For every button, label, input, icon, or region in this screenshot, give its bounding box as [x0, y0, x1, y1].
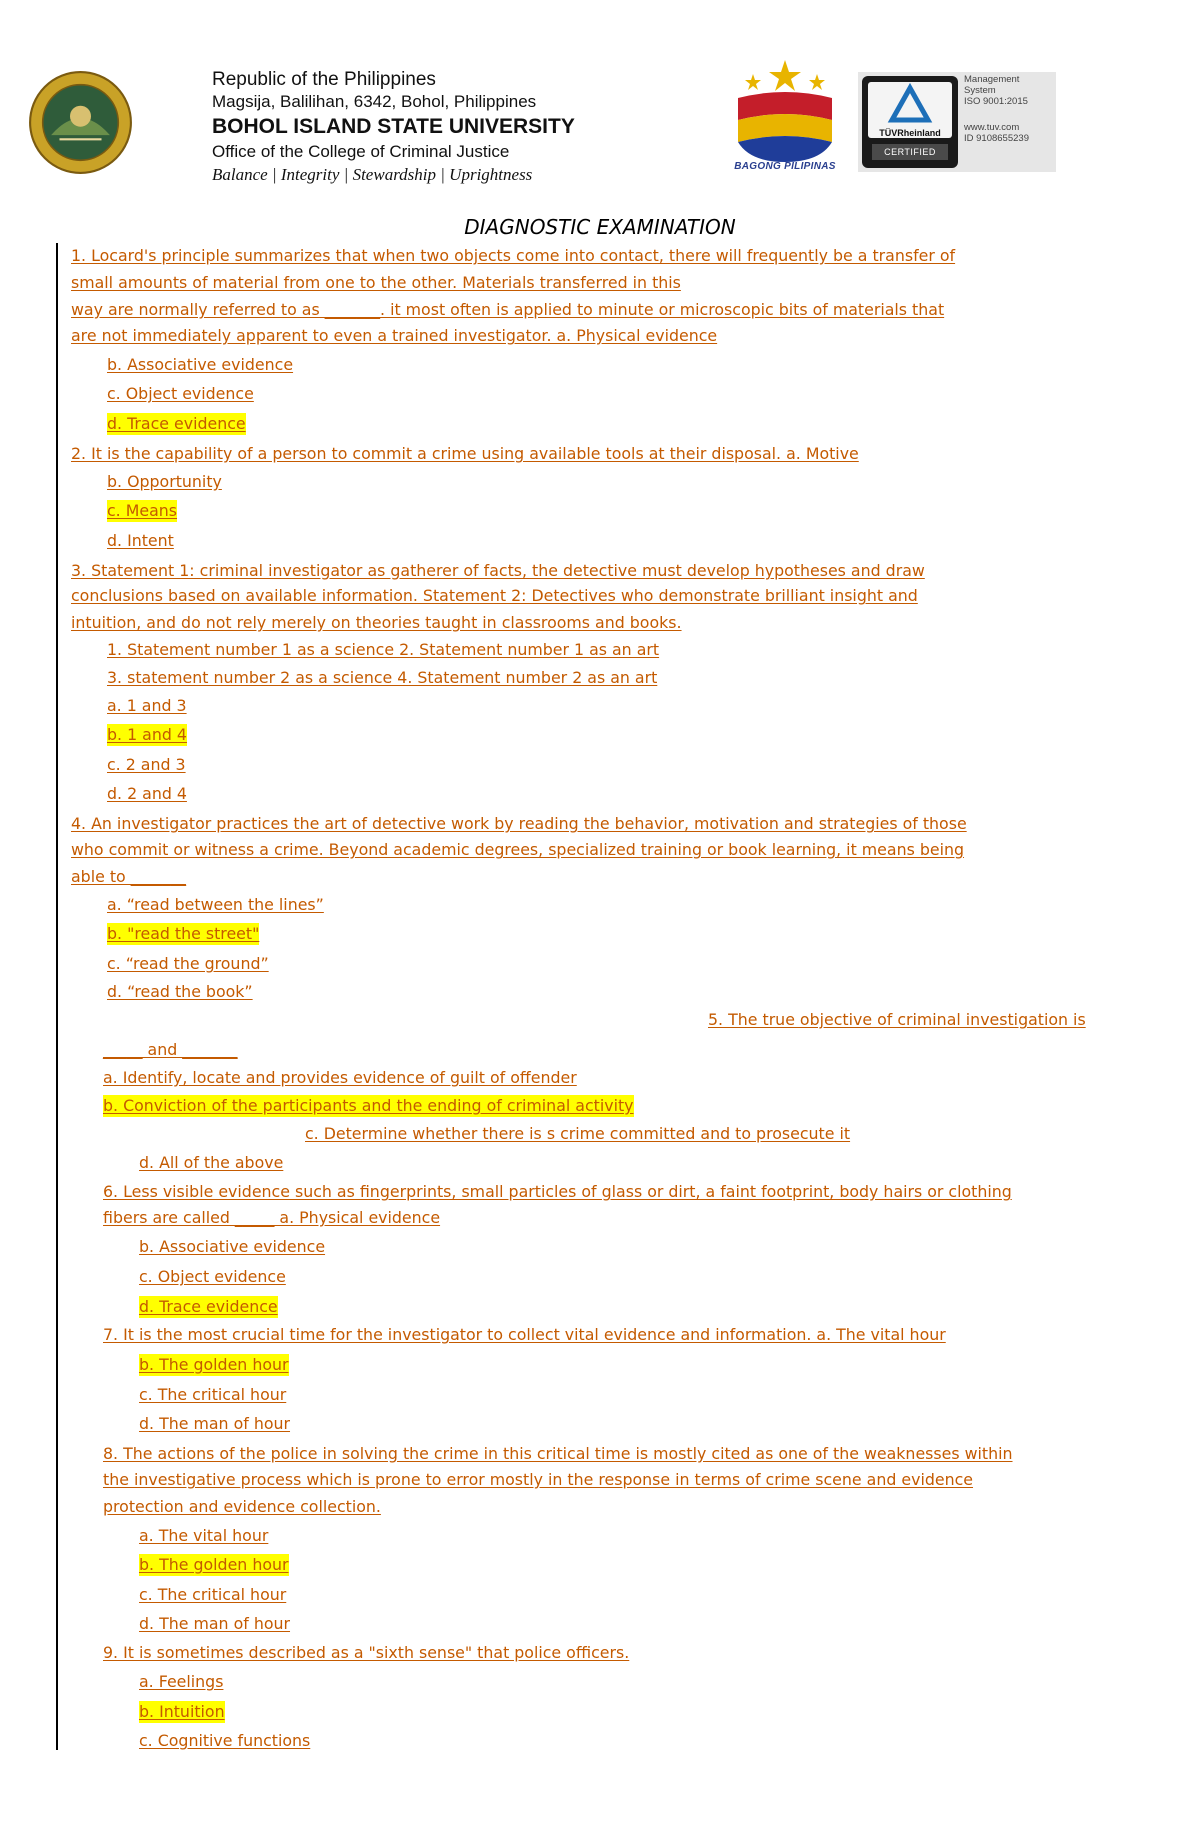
q8-option-d: d. The man of hour	[139, 1614, 291, 1633]
question-1-line-2: small amounts of material from one to the other. Materials transferred in this	[71, 273, 681, 292]
question-6-line-2: fibers are called _____ a. Physical evidence	[103, 1208, 441, 1227]
header-office: Office of the College of Criminal Justice	[212, 142, 510, 161]
q4-option-d: d. “read the book”	[107, 982, 253, 1001]
header-country: Republic of the Philippines	[212, 69, 436, 90]
tuv-info-line: System	[964, 85, 996, 96]
question-2-line-1: 2. It is the capability of a person to commit a crime using available tools at their disposal. a. Motive	[71, 444, 859, 463]
question-5-line-1: 5. The true objective of criminal investigation is	[708, 1010, 1086, 1029]
tuv-logo	[862, 76, 958, 168]
q3-statement-1-2: 1. Statement number 1 as a science 2. Statement number 1 as an art	[107, 640, 660, 659]
q2-option-c-answer: c. Means	[107, 501, 177, 520]
question-9-line-1: 9. It is sometimes described as a "sixth sense" that police officers.	[103, 1643, 630, 1662]
q7-option-d: d. The man of hour	[139, 1414, 291, 1433]
question-1-line-4: are not immediately apparent to even a trained investigator. a. Physical evidence	[71, 326, 718, 345]
q8-option-a: a. The vital hour	[139, 1526, 269, 1545]
q3-option-c: c. 2 and 3	[107, 755, 186, 774]
document-title: DIAGNOSTIC EXAMINATION	[464, 215, 736, 239]
question-4-line-3: able to _______	[71, 867, 187, 886]
bagong-pilipinas-text: BAGONG PILIPINAS	[734, 161, 836, 172]
question-7-line-1: 7. It is the most crucial time for the investigator to collect vital evidence and information. a. The vital hour	[103, 1325, 946, 1344]
tuv-info-line: ISO 9001:2015	[964, 96, 1028, 107]
tuv-certification-badge	[858, 72, 1056, 172]
question-3-line-1: 3. Statement 1: criminal investigator as gatherer of facts, the detective must develop hypotheses and draw	[71, 561, 925, 580]
q3-option-d: d. 2 and 4	[107, 784, 187, 803]
question-4-line-1: 4. An investigator practices the art of detective work by reading the behavior, motivation and strategies of those	[71, 814, 967, 833]
q1-option-b: b. Associative evidence	[107, 355, 294, 374]
tuv-certified-label: CERTIFIED	[872, 144, 948, 160]
question-4-line-2: who commit or witness a crime. Beyond academic degrees, specialized training or book learning, it means being	[71, 840, 965, 859]
q4-option-c: c. “read the ground”	[107, 954, 269, 973]
question-6-line-1: 6. Less visible evidence such as fingerprints, small particles of glass or dirt, a faint footprint, body hairs or clothing	[103, 1182, 1012, 1201]
q3-option-b-answer: b. 1 and 4	[107, 725, 187, 744]
q5-option-a: a. Identify, locate and provides evidence of guilt of offender	[103, 1068, 577, 1087]
tuv-info	[964, 74, 1054, 144]
question-5-line-2: _____ and _______	[103, 1040, 238, 1059]
question-8-line-1: 8. The actions of the police in solving the crime in this critical time is mostly cited as one of the weaknesses within	[103, 1444, 1013, 1463]
q6-option-b: b. Associative evidence	[139, 1237, 326, 1256]
q2-option-b: b. Opportunity	[107, 472, 222, 491]
q4-option-b-answer: b. "read the street"	[107, 924, 260, 943]
tuv-info-line: www.tuv.com	[964, 122, 1020, 133]
tuv-info-line: ID 9108655239	[964, 133, 1029, 144]
q1-option-c: c. Object evidence	[107, 384, 254, 403]
question-8-line-3: protection and evidence collection.	[103, 1497, 381, 1516]
q9-option-a: a. Feelings	[139, 1672, 224, 1691]
revision-change-bar	[56, 243, 58, 1750]
q9-option-b-answer: b. Intuition	[139, 1702, 225, 1721]
question-8-line-2: the investigative process which is prone to error mostly in the response in terms of crime scene and evidence	[103, 1470, 974, 1489]
q9-option-c: c. Cognitive functions	[139, 1731, 311, 1750]
q1-option-d-answer: d. Trace evidence	[107, 414, 246, 433]
q3-statement-3-4: 3. statement number 2 as a science 4. Statement number 2 as an art	[107, 668, 658, 687]
tuv-triangle-icon	[868, 82, 952, 128]
q6-option-c: c. Object evidence	[139, 1267, 286, 1286]
q3-option-a: a. 1 and 3	[107, 696, 187, 715]
header-university-name: BOHOL ISLAND STATE UNIVERSITY	[212, 115, 575, 138]
bagong-pilipinas-logo	[720, 58, 850, 176]
university-seal	[28, 70, 133, 175]
question-1-line-3: way are normally referred to as _______. it most often is applied to minute or microscopic bits of materials that	[71, 300, 945, 319]
q5-option-b-answer: b. Conviction of the participants and the ending of criminal activity	[103, 1096, 634, 1115]
tuv-name: TÜVRheinland	[879, 128, 941, 138]
question-3-line-2: conclusions based on available information. Statement 2: Detectives who demonstrate brilliant insight and	[71, 586, 918, 605]
question-1-line-1: 1. Locard's principle summarizes that when two objects come into contact, there will frequently be a transfer of	[71, 246, 956, 265]
q2-option-d: d. Intent	[107, 531, 174, 550]
q5-option-d: d. All of the above	[139, 1153, 284, 1172]
q7-option-b-answer: b. The golden hour	[139, 1355, 289, 1374]
q7-option-c: c. The critical hour	[139, 1385, 287, 1404]
tuv-info-line: Management	[964, 74, 1020, 85]
q8-option-c: c. The critical hour	[139, 1585, 287, 1604]
q8-option-b-answer: b. The golden hour	[139, 1555, 289, 1574]
q5-option-c: c. Determine whether there is s crime committed and to prosecute it	[305, 1124, 851, 1143]
header-address: Magsija, Balilihan, 6342, Bohol, Philippines	[212, 92, 537, 111]
q4-option-a: a. “read between the lines”	[107, 895, 324, 914]
header-text-block	[212, 70, 732, 189]
question-3-line-3: intuition, and do not rely merely on theories taught in classrooms and books.	[71, 613, 682, 632]
q6-option-d-answer: d. Trace evidence	[139, 1297, 278, 1316]
header-motto: Balance | Integrity | Stewardship | Uprightness	[212, 165, 533, 184]
